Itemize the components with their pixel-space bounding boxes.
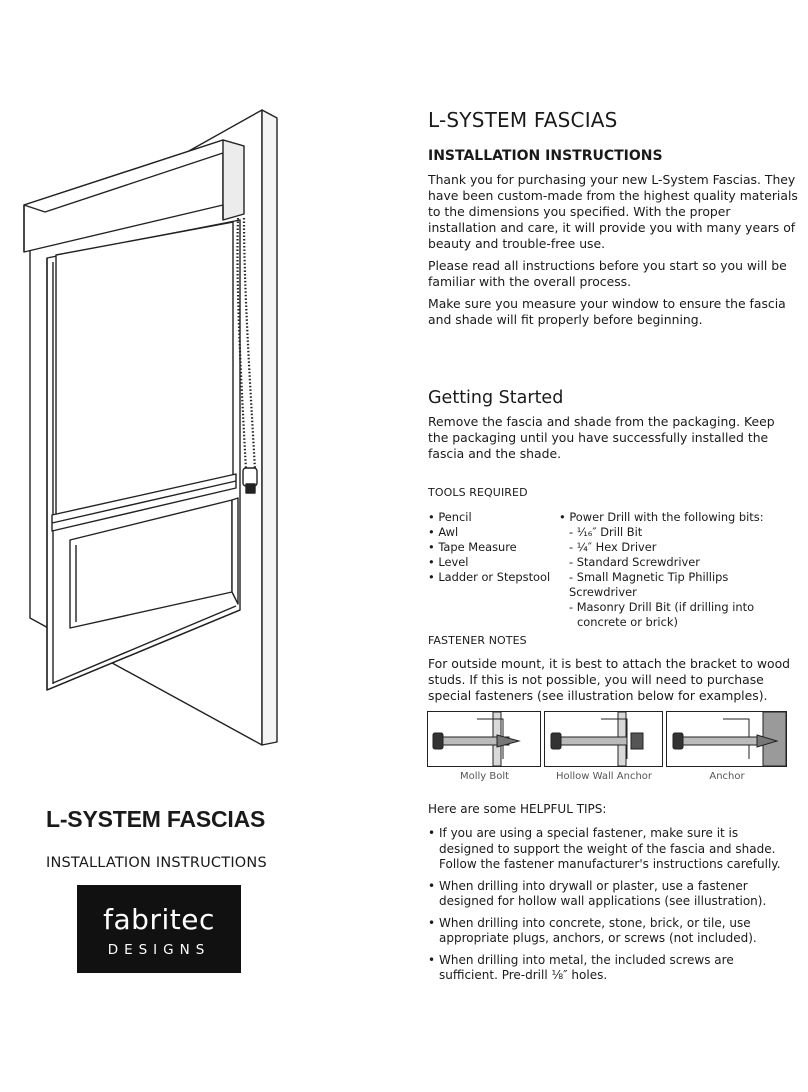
intro-paragraph-3: Make sure you measure your window to ensure the fascia and shade will fit properly before beginning.: [428, 296, 786, 327]
list-item: - ¼″ Hex Driver: [569, 540, 657, 554]
list-item: - ⅟₁₆″ Drill Bit: [569, 525, 643, 539]
list-item: • Ladder or Stepstool: [428, 570, 551, 584]
list-item: • Awl: [428, 525, 459, 539]
tools-list-drill: [559, 510, 799, 630]
fastener-illustrations: [427, 711, 787, 767]
caption-molly-bolt: Molly Bolt: [459, 771, 510, 782]
getting-started-heading: Getting Started: [428, 388, 564, 408]
tools-heading: TOOLS REQUIRED: [428, 486, 528, 499]
list-item: • Pencil: [428, 510, 472, 524]
tools-list-basic: [428, 510, 563, 585]
tips-heading: Here are some HELPFUL TIPS:: [428, 802, 607, 816]
list-item: • Level: [428, 555, 469, 569]
caption-anchor: Anchor: [709, 771, 745, 782]
tip-item: • If you are using a special fastener, make sure it is designed to support the weight of the fascia and shade. Follow the fastener manufacturer's instructions carefully.: [428, 826, 788, 873]
caption-hollow-wall-anchor: Hollow Wall Anchor: [555, 771, 653, 782]
fastener-text: For outside mount, it is best to attach the bracket to wood studs. If this is not possible, you will need to purchase special fasteners (see illustration below for examples).: [428, 656, 791, 703]
list-item: - Standard Screwdriver: [569, 555, 700, 569]
installation-heading: INSTALLATION INSTRUCTIONS: [428, 148, 663, 164]
cover-subtitle: INSTALLATION INSTRUCTIONS: [46, 855, 267, 871]
tips-list: [428, 826, 788, 990]
list-item: • Tape Measure: [428, 540, 517, 554]
fastener-heading: FASTENER NOTES: [428, 634, 527, 647]
page-title: L-SYSTEM FASCIAS: [428, 108, 618, 132]
list-item: • Power Drill with the following bits:: [559, 510, 764, 524]
logo-wordmark: fabritec: [103, 903, 215, 936]
tip-item: • When drilling into metal, the included screws are sufficient. Pre-drill ⅛″ holes.: [428, 953, 788, 984]
list-item: - Small Magnetic Tip Phillips Screwdriver: [569, 570, 729, 599]
list-item: - Masonry Drill Bit (if drilling into: [569, 600, 755, 614]
intro-paragraph-2: Please read all instructions before you start so you will be familiar with the overall process.: [428, 258, 787, 289]
tip-item: • When drilling into concrete, stone, brick, or tile, use appropriate plugs, anchors, or screws (not included).: [428, 916, 788, 947]
window-shade-illustration: [0, 0, 400, 760]
tip-item: • When drilling into drywall or plaster, use a fastener designed for hollow wall applications (see illustration).: [428, 879, 788, 910]
intro-paragraph-1: Thank you for purchasing your new L-System Fascias. They have been custom-made from the highest quality materials to the dimensions you specified. With the proper installation and care, it will provide you with many years of beauty and trouble-free use.: [428, 172, 798, 251]
getting-started-text: Remove the fascia and shade from the packaging. Keep the packaging until you have successfully installed the fascia and the shade.: [428, 414, 775, 461]
logo-tagline: DESIGNS: [107, 942, 211, 958]
list-item: concrete or brick): [577, 615, 678, 629]
fabritec-logo: [77, 885, 241, 973]
cover-title: L-SYSTEM FASCIAS: [46, 806, 266, 832]
